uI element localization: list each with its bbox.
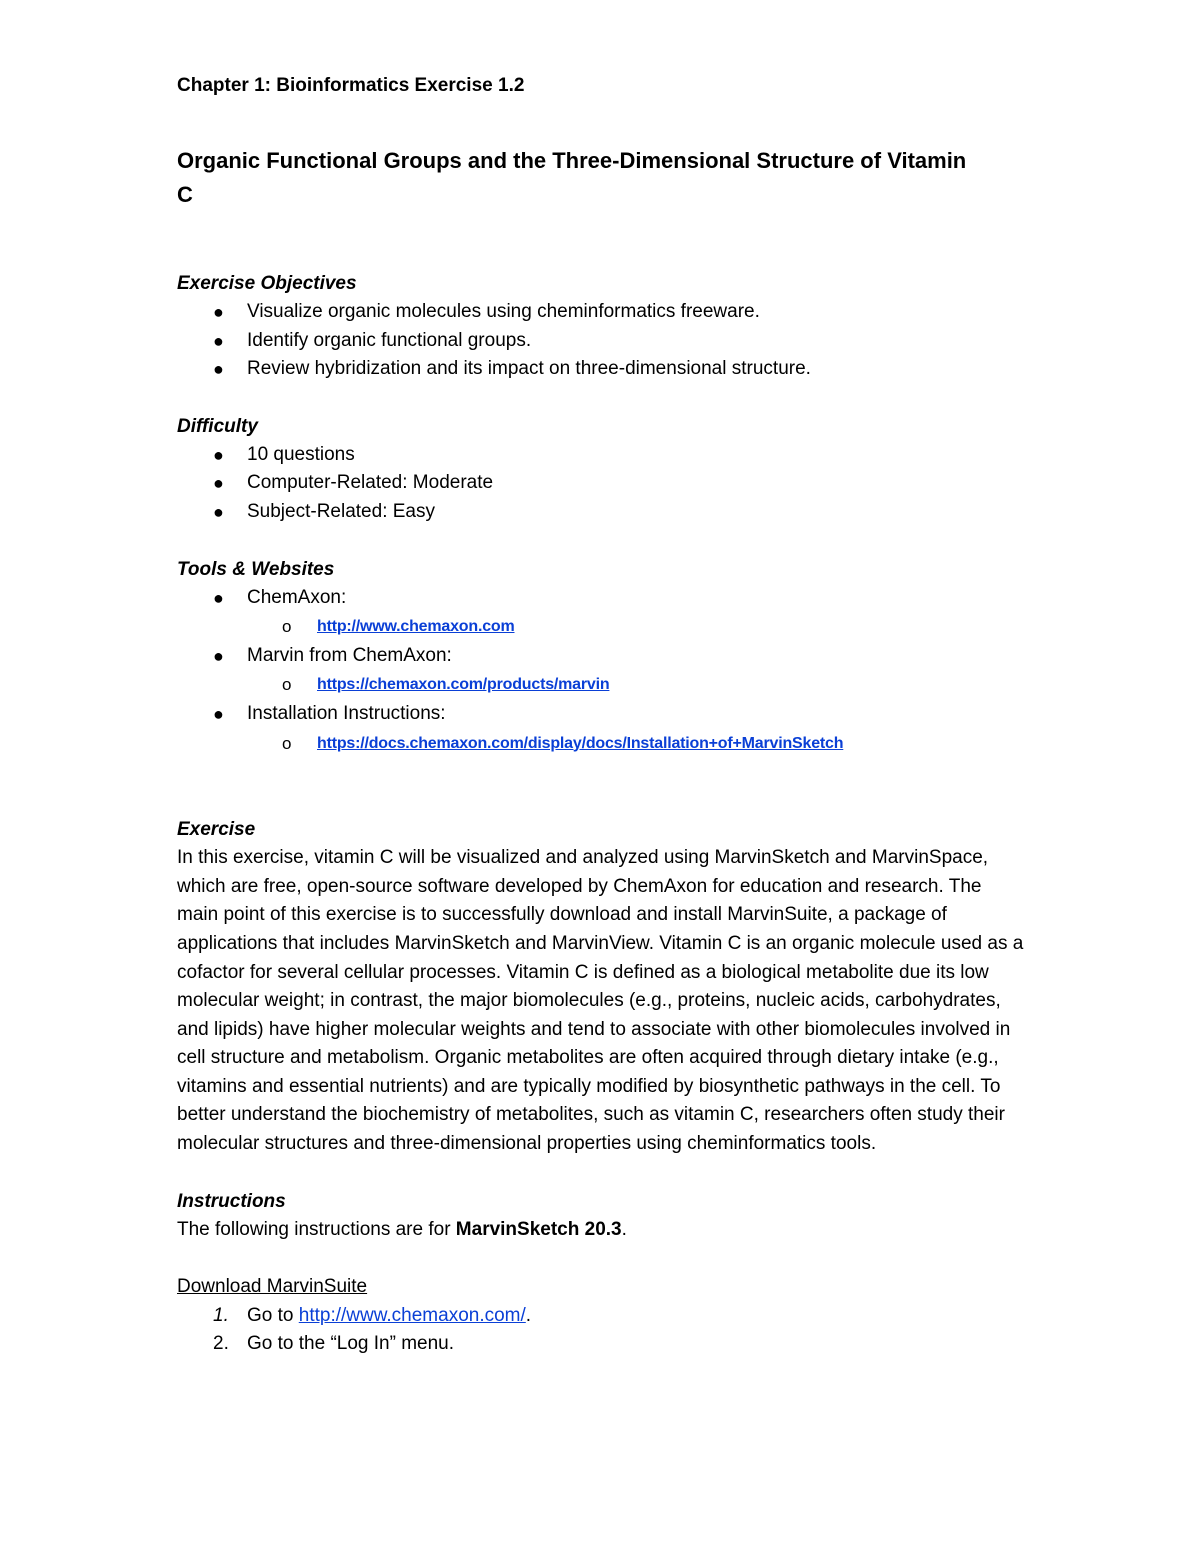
list-item <box>177 670 1027 700</box>
chapter-label: Chapter 1: Bioinformatics Exercise 1.2 <box>177 75 525 96</box>
bullet-icon: ● <box>213 587 224 608</box>
list-item <box>177 729 1027 759</box>
circle-bullet-icon: o <box>282 675 292 695</box>
download-heading: Download MarvinSuite <box>177 1276 368 1298</box>
download-steps <box>177 1302 1027 1359</box>
tools-heading: Tools & Websites <box>177 558 335 580</box>
list-item: ● Marvin from ChemAxon: o https://chemaxon.com/products/marvin <box>177 642 1027 700</box>
list-item: ● Identify organic functional groups. <box>177 327 1027 356</box>
bullet-icon: ● <box>213 359 224 380</box>
bullet-icon: ● <box>213 501 224 522</box>
chemaxon-home-link[interactable]: http://www.chemaxon.com/ <box>298 1304 526 1326</box>
instructions-text: The following instructions are for MarvinSketch 20.3. <box>177 1218 627 1240</box>
list-item: ● 10 questions <box>177 441 1027 470</box>
difficulty-list <box>177 441 1027 527</box>
list-item: 2. Go to the “Log In” menu. <box>177 1330 1027 1359</box>
software-version: MarvinSketch 20.3 <box>455 1218 622 1240</box>
bullet-icon: ● <box>213 302 224 322</box>
tools-list <box>177 584 1027 759</box>
list-item: 1. Go to http://www.chemaxon.com/. <box>177 1302 1027 1331</box>
bullet-icon: ● <box>213 444 224 465</box>
page-title: Organic Functional Groups and the Three-Dimensional Structure of Vitamin C <box>177 148 967 207</box>
list-item: ● Computer-Related: Moderate <box>177 469 1027 498</box>
bullet-icon: ● <box>213 473 224 494</box>
exercise-paragraph: In this exercise, vitamin C will be visualized and analyzed using MarvinSketch and MarvinSpace, which are free, open-source software developed by ChemAxon for education and research. The main point of this exercise is to successfully download and install MarvinSuite, a package of applications that includes MarvinSketch and MarvinView. Vitamin C is an organic molecule used as a cofactor for several cellular processes. Vitamin C is defined as a biological metabolite due its low molecular weight; in contrast, the major biomolecules (e.g., proteins, nucleic acids, carbohydrates, and lipids) have higher molecular weights and tend to associate with other biomolecules involved in cell structure and metabolism. Organic metabolites are often acquired through dietary intake (e.g., vitamins and essential nutrients) and are typically modified by biosynthetic pathways in the cell. To better understand the biochemistry of metabolites, such as vitamin C, researchers often study their molecular structures and three-dimensional properties using cheminformatics tools. <box>177 847 1024 1155</box>
list-item: ● Review hybridization and its impact on three-dimensional structure. <box>177 355 1027 384</box>
difficulty-heading: Difficulty <box>177 415 258 437</box>
list-item: ● Subject-Related: Easy <box>177 498 1027 527</box>
objectives-heading: Exercise Objectives <box>177 273 357 294</box>
list-item: ● Visualize organic molecules using cheminformatics freeware. <box>177 298 1027 327</box>
circle-bullet-icon: o <box>282 617 292 637</box>
list-item: ● Installation Instructions: o https://docs.chemaxon.com/display/docs/Installation+of+MarvinSketch <box>177 700 1027 758</box>
step-number: 2. <box>213 1333 229 1355</box>
list-item <box>177 612 1027 642</box>
document-page <box>177 72 1027 1359</box>
instructions-heading: Instructions <box>177 1190 286 1212</box>
circle-bullet-icon: o <box>282 733 292 753</box>
exercise-heading: Exercise <box>177 819 256 841</box>
marvin-link[interactable]: https://chemaxon.com/products/marvin <box>317 676 610 694</box>
objectives-list <box>177 298 1027 384</box>
installation-link[interactable]: https://docs.chemaxon.com/display/docs/Installation+of+MarvinSketch <box>317 734 844 752</box>
list-item: ● ChemAxon: o http://www.chemaxon.com <box>177 584 1027 642</box>
bullet-icon: ● <box>213 645 224 666</box>
bullet-icon: ● <box>213 703 224 724</box>
step-number: 1. <box>213 1304 229 1326</box>
bullet-icon: ● <box>213 330 224 351</box>
chemaxon-link[interactable]: http://www.chemaxon.com <box>317 618 515 636</box>
